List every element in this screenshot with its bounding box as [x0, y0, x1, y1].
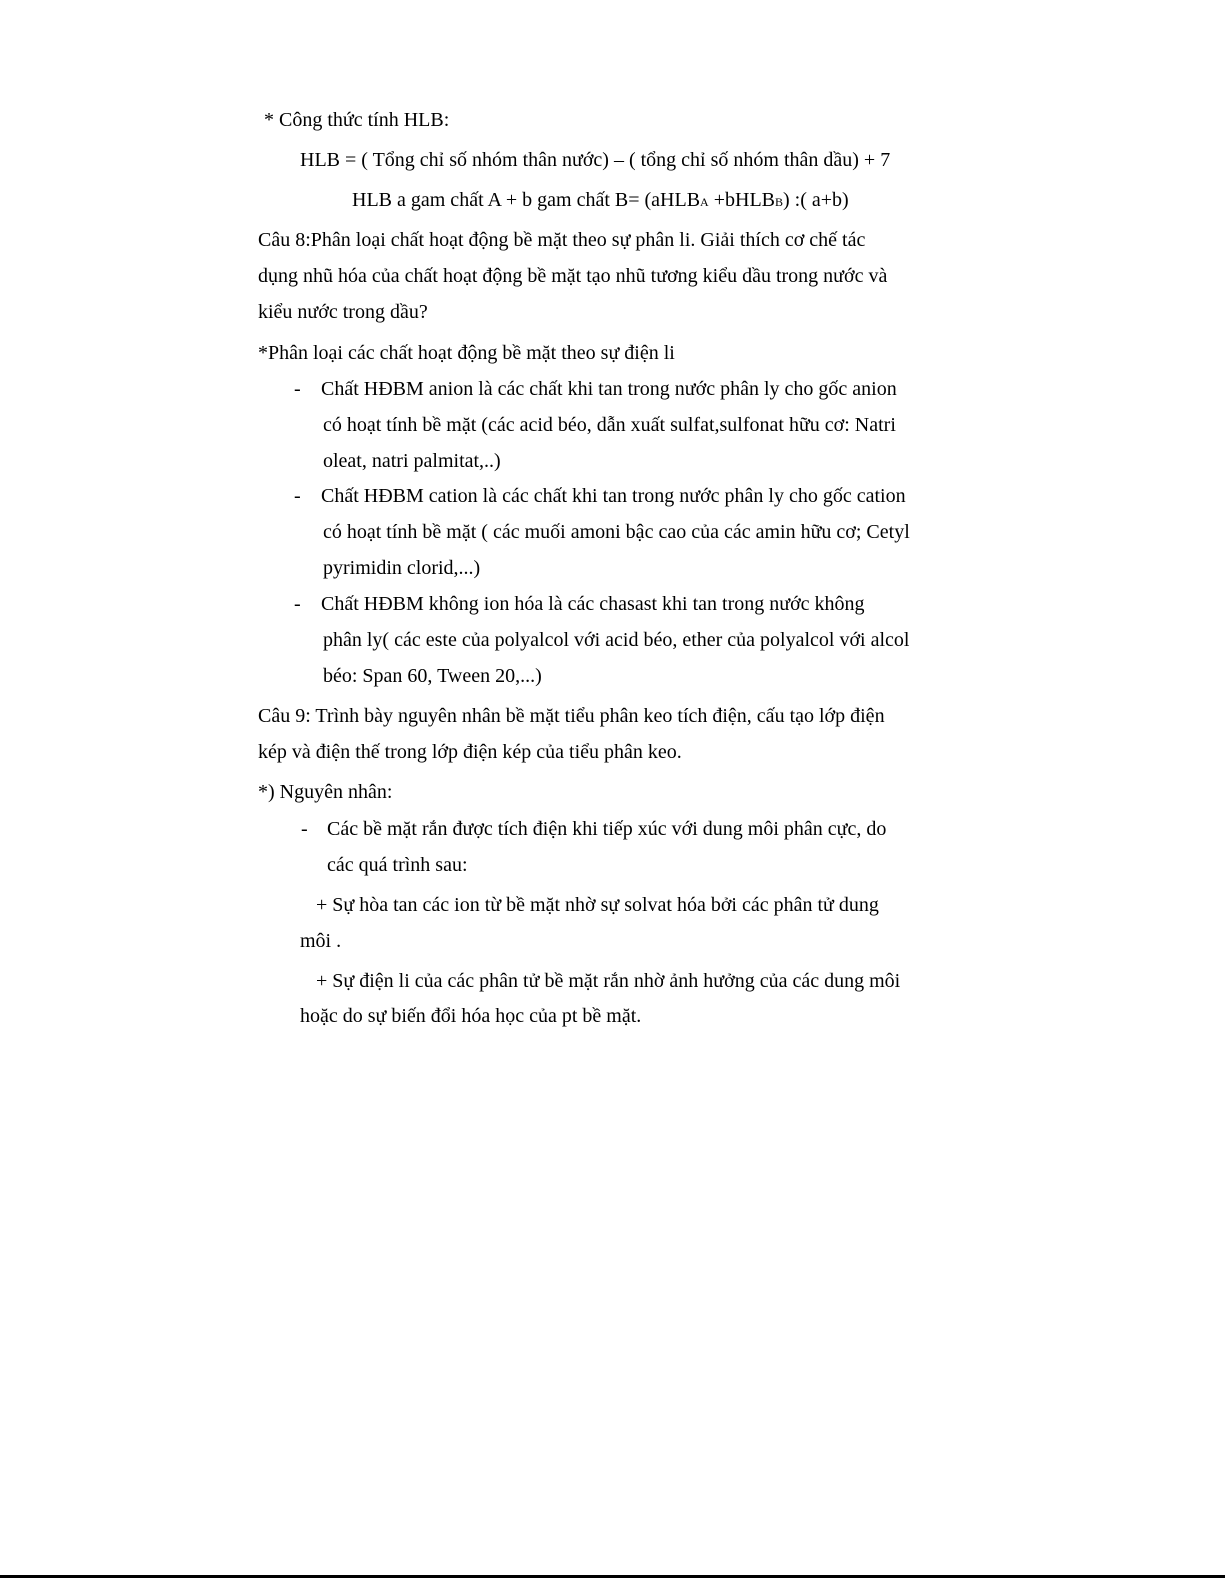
bullet-dash: -: [294, 593, 301, 615]
bullet-dash: -: [301, 818, 308, 840]
list-item-line: pyrimidin clorid,...): [323, 557, 481, 579]
page-bottom-border: [0, 1575, 1225, 1578]
hlb-mixture-formula-part: HLB a gam chất A + b gam chất B= (aHLB: [352, 189, 701, 211]
cause-heading: *) Nguyên nhân:: [258, 781, 393, 803]
question-8-line: kiểu nước trong dầu?: [258, 301, 428, 323]
cause-detail-line: + Sự hòa tan các ion từ bề mặt nhờ sự solvat hóa bởi các phân tử dung: [316, 894, 879, 916]
list-item-line: có hoạt tính bề mặt ( các muối amoni bậc cao của các amin hữu cơ; Cetyl: [323, 521, 910, 543]
hlb-heading: * Công thức tính HLB:: [264, 109, 450, 131]
list-item-line: Chất HĐBM cation là các chất khi tan trong nước phân ly cho gốc cation: [321, 485, 906, 507]
hlb-formula: HLB = ( Tổng chỉ số nhóm thân nước) – ( tổng chỉ số nhóm thân dầu) + 7: [300, 149, 891, 171]
classification-heading: *Phân loại các chất hoạt động bề mặt theo sự điện li: [258, 342, 675, 364]
list-item-line: các quá trình sau:: [327, 854, 468, 876]
list-item-line: có hoạt tính bề mặt (các acid béo, dẫn xuất sulfat,sulfonat hữu cơ: Natri: [323, 414, 896, 436]
hlb-mixture-formula-part: +bHLB: [708, 189, 775, 211]
list-item-line: oleat, natri palmitat,..): [323, 450, 501, 472]
subscript-b: B: [775, 195, 784, 209]
question-9-line: Câu 9: Trình bày nguyên nhân bề mặt tiểu phân keo tích điện, cấu tạo lớp điện: [258, 705, 885, 727]
subscript-a: A: [700, 195, 709, 209]
list-item-line: Chất HĐBM anion là các chất khi tan trong nước phân ly cho gốc anion: [321, 378, 897, 400]
question-8-line: dụng nhũ hóa của chất hoạt động bề mặt tạo nhũ tương kiểu dầu trong nước và: [258, 265, 888, 287]
list-item-line: Chất HĐBM không ion hóa là các chasast khi tan trong nước không: [321, 593, 865, 615]
cause-detail-line: môi .: [300, 930, 342, 952]
list-item-line: phân ly( các este của polyalcol với acid béo, ether của polyalcol với alcol: [323, 629, 910, 651]
cause-detail-line: hoặc do sự biến đổi hóa học của pt bề mặt.: [300, 1005, 642, 1027]
bullet-dash: -: [294, 485, 301, 507]
hlb-mixture-formula: [352, 188, 849, 214]
cause-detail-line: + Sự điện li của các phân tử bề mặt rắn nhờ ảnh hưởng của các dung môi: [316, 970, 901, 992]
question-8-line: Câu 8:Phân loại chất hoạt động bề mặt theo sự phân li. Giải thích cơ chế tác: [258, 229, 866, 251]
list-item-line: béo: Span 60, Tween 20,...): [323, 665, 542, 687]
question-9-line: kép và điện thế trong lớp điện kép của tiểu phân keo.: [258, 741, 682, 763]
list-item-line: Các bề mặt rắn được tích điện khi tiếp xúc với dung môi phân cực, do: [327, 818, 887, 840]
hlb-mixture-formula-part: ) :( a+b): [783, 189, 849, 211]
bullet-dash: -: [294, 378, 301, 400]
